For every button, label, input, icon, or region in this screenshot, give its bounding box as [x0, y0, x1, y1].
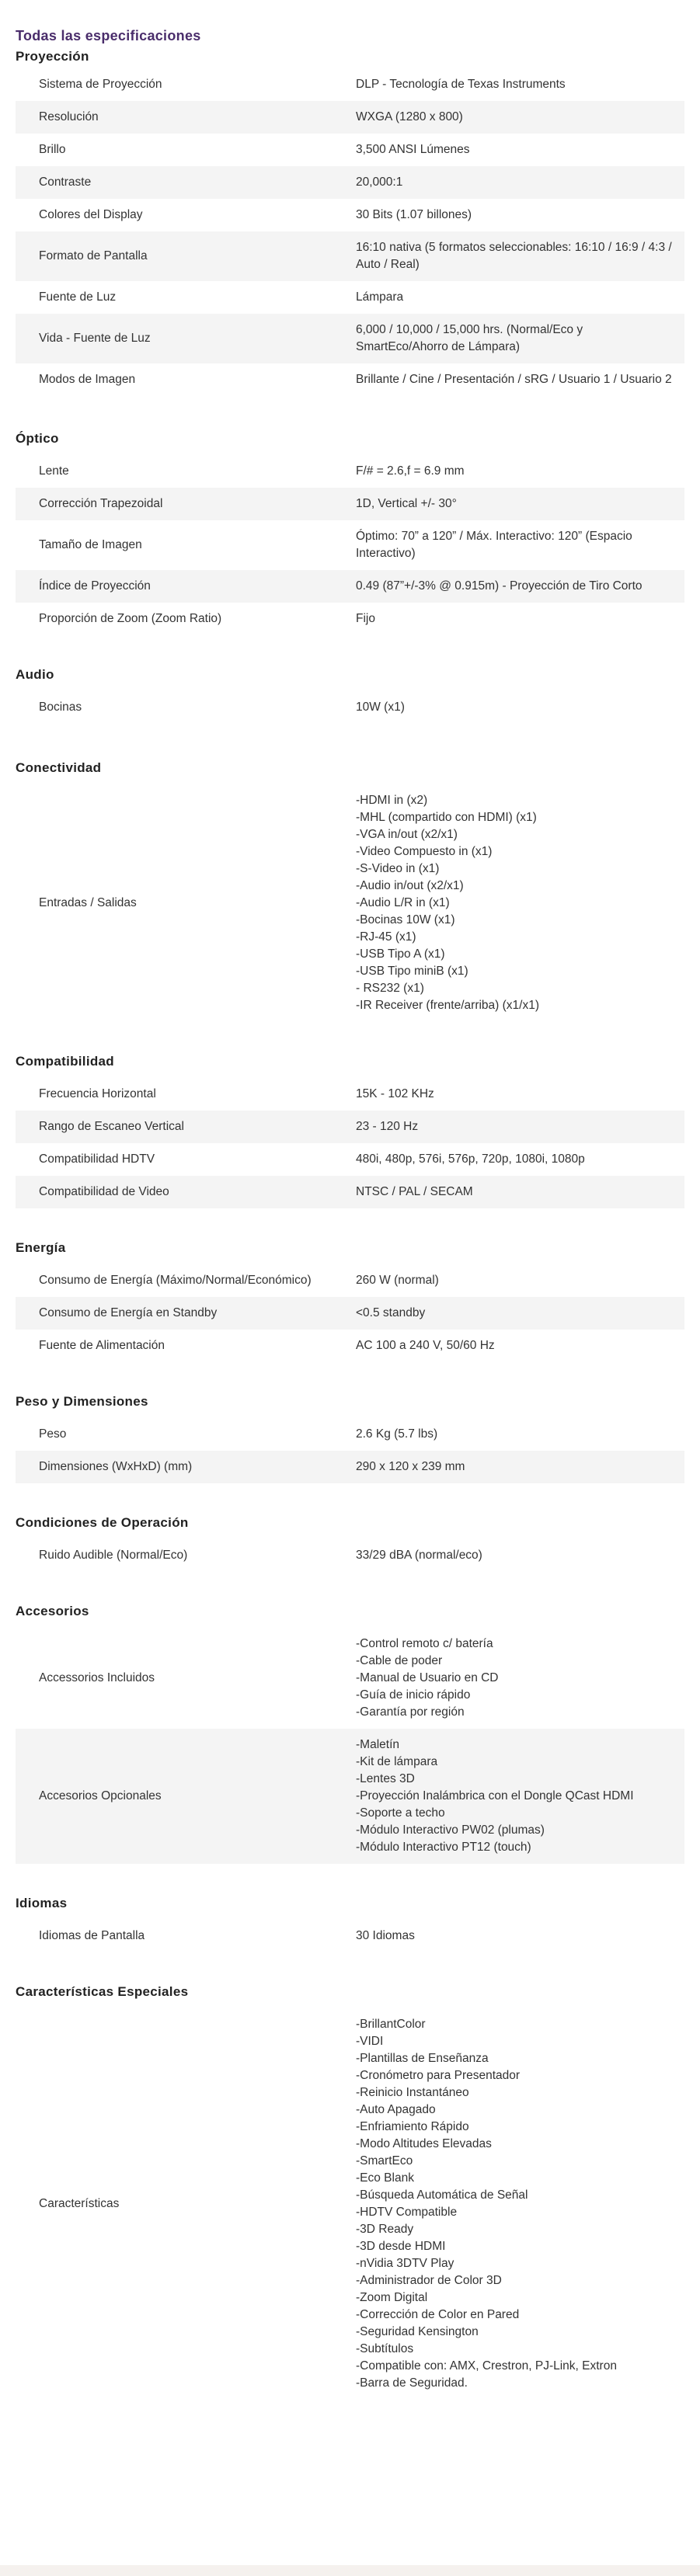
spec-table: [16, 455, 684, 635]
spec-section: [16, 430, 684, 635]
spec-value: -HDMI in (x2) -MHL (compartido con HDMI) (x1) -VGA in/out (x2/x1) -Video Compuesto in (x1) -S-Video in (x1) -Audio in/out (x2/x1) -Audio L/R in (x1) -Bocinas 10W (x1) -RJ-45 (x1) -USB Tipo A (x1) -USB Tipo miniB (x1) - RS232 (x1) -IR Receiver (frente/arriba) (x1/x1): [356, 794, 540, 1012]
spec-label: Características: [39, 2197, 120, 2210]
spec-label: Proporción de Zoom (Zoom Ratio): [39, 612, 222, 625]
spec-label: Compatibilidad de Video: [16, 1176, 356, 1208]
spec-section: [16, 1393, 684, 1483]
spec-value: 3,500 ANSI Lúmenes: [356, 143, 470, 156]
spec-label: Entradas / Salidas: [39, 896, 137, 909]
section-title: Energía: [16, 1240, 66, 1255]
spec-table: [16, 1264, 684, 1362]
spec-row: [16, 1330, 684, 1362]
spec-row: [16, 166, 684, 199]
footer-strip: [0, 2565, 700, 2576]
section-title: Características Especiales: [16, 1984, 189, 1999]
spec-value: -Control remoto c/ batería -Cable de poder -Manual de Usuario en CD -Guía de inicio rápido -Garantía por región: [356, 1637, 499, 1719]
spec-value: Fijo: [356, 612, 375, 625]
spec-row: [16, 1176, 684, 1208]
spec-value: -BrillantColor -VIDI -Plantillas de Enseñanza -Cronómetro para Presentador -Reinicio Instantáneo -Auto Apagado -Enfriamiento Rápido -Modo Altitudes Elevadas -SmartEco -Eco Blank -Búsqueda Automática de Señal -HDTV Compatible -3D Ready -3D desde HDMI -nVidia 3DTV Play -Administrador de Color 3D -Zoom Digital -Corrección de Color en Pared -Seguridad Kensington -Subtítulos -Compatible con: AMX, Crestron, PJ-Link, Extron -Barra de Seguridad.: [356, 2018, 617, 2390]
spec-row: [16, 1920, 684, 1952]
spec-value: 30 Bits (1.07 billones): [356, 208, 472, 221]
spec-label: Corrección Trapezoidal: [16, 488, 356, 520]
spec-label: Bocinas: [39, 700, 82, 714]
spec-row: [16, 363, 684, 396]
spec-row: [16, 134, 684, 166]
spec-label: Resolución: [16, 101, 356, 134]
spec-table: [16, 691, 684, 724]
spec-value: 0.49 (87”+/-3% @ 0.915m) - Proyección de Tiro Corto: [356, 570, 684, 603]
spec-label: Dimensiones (WxHxD) (mm): [16, 1451, 356, 1483]
spec-row: [16, 314, 684, 363]
spec-table: [16, 784, 684, 1022]
section-title: Peso y Dimensiones: [16, 1394, 148, 1409]
spec-table: [16, 1539, 684, 1572]
spec-value: 20,000:1: [356, 166, 684, 199]
spec-row: [16, 488, 684, 520]
spec-label: Ruido Audible (Normal/Eco): [39, 1549, 188, 1562]
spec-value: Lámpara: [356, 290, 404, 304]
spec-row: [16, 1418, 684, 1451]
spec-value: 290 x 120 x 239 mm: [356, 1451, 684, 1483]
spec-row: [16, 2008, 684, 2400]
section-title: Accesorios: [16, 1604, 89, 1618]
section-title: Audio: [16, 667, 54, 682]
spec-table: [16, 1418, 684, 1483]
spec-value: 480i, 480p, 576i, 576p, 720p, 1080i, 1080p: [356, 1152, 585, 1166]
spec-label: Índice de Proyección: [16, 570, 356, 603]
spec-label: Consumo de Energía (Máximo/Normal/Económico): [39, 1274, 312, 1287]
spec-row: [16, 281, 684, 314]
section-title: Idiomas: [16, 1896, 68, 1910]
spec-table: [16, 1628, 684, 1864]
spec-sections: [16, 48, 684, 2400]
page-title: Todas las especificaciones: [16, 28, 201, 43]
spec-label: Contraste: [16, 166, 356, 199]
spec-row: [16, 1628, 684, 1729]
spec-value: 33/29 dBA (normal/eco): [356, 1549, 482, 1562]
spec-table: [16, 68, 684, 396]
spec-section: [16, 1603, 684, 1864]
spec-row: [16, 1297, 684, 1330]
spec-value: <0.5 standby: [356, 1297, 684, 1330]
spec-row: [16, 231, 684, 281]
spec-row: [16, 1729, 684, 1864]
spec-value: -Maletín -Kit de lámpara -Lentes 3D -Proyección Inalámbrica con el Dongle QCast HDMI -Soporte a techo -Módulo Interactivo PW02 (plumas) -Módulo Interactivo PT12 (touch): [356, 1729, 684, 1864]
spec-label: Fuente de Alimentación: [39, 1339, 165, 1352]
spec-value: Brillante / Cine / Presentación / sRG / Usuario 1 / Usuario 2: [356, 373, 672, 386]
spec-section: [16, 1239, 684, 1362]
spec-label: Sistema de Proyección: [39, 78, 162, 91]
spec-row: [16, 1078, 684, 1111]
spec-section: [16, 1514, 684, 1572]
spec-label: Accessorios Incluidos: [39, 1671, 155, 1684]
spec-row: [16, 1143, 684, 1176]
spec-row: [16, 603, 684, 635]
spec-value: 1D, Vertical +/- 30°: [356, 488, 684, 520]
spec-value: AC 100 a 240 V, 50/60 Hz: [356, 1339, 495, 1352]
section-title: Compatibilidad: [16, 1054, 114, 1069]
spec-label: Peso: [39, 1427, 67, 1441]
section-title: Proyección: [16, 49, 89, 64]
spec-value: 15K - 102 KHz: [356, 1087, 434, 1100]
spec-section: [16, 1983, 684, 2400]
spec-label: Formato de Pantalla: [16, 231, 356, 281]
spec-label: Idiomas de Pantalla: [39, 1929, 145, 1942]
spec-label: Accesorios Opcionales: [16, 1729, 356, 1864]
spec-row: [16, 101, 684, 134]
spec-value: 30 Idiomas: [356, 1929, 415, 1942]
spec-value: 2.6 Kg (5.7 lbs): [356, 1427, 438, 1441]
spec-value: DLP - Tecnología de Texas Instruments: [356, 78, 566, 91]
spec-row: [16, 570, 684, 603]
spec-section: [16, 1895, 684, 1952]
spec-label: Brillo: [39, 143, 66, 156]
spec-label: Modos de Imagen: [39, 373, 136, 386]
spec-value: 10W (x1): [356, 700, 405, 714]
spec-value: 16:10 nativa (5 formatos seleccionables: 16:10 / 16:9 / 4:3 / Auto / Real): [356, 231, 684, 281]
spec-row: [16, 1539, 684, 1572]
spec-table: [16, 1078, 684, 1208]
spec-value: WXGA (1280 x 800): [356, 101, 684, 134]
spec-row: [16, 1264, 684, 1297]
spec-label: Colores del Display: [39, 208, 143, 221]
spec-section: [16, 48, 684, 396]
spec-label: Lente: [39, 464, 69, 478]
spec-row: [16, 199, 684, 231]
spec-row: [16, 455, 684, 488]
spec-table: [16, 2008, 684, 2400]
spec-section: [16, 760, 684, 1022]
spec-value: 23 - 120 Hz: [356, 1111, 684, 1143]
spec-value: NTSC / PAL / SECAM: [356, 1176, 684, 1208]
spec-row: [16, 784, 684, 1022]
section-title: Conectividad: [16, 760, 102, 775]
spec-row: [16, 1111, 684, 1143]
spec-label: Fuente de Luz: [39, 290, 117, 304]
spec-table: [16, 1920, 684, 1952]
spec-label: Compatibilidad HDTV: [39, 1152, 155, 1166]
spec-value: Óptimo: 70” a 120” / Máx. Interactivo: 120” (Espacio Interactivo): [356, 530, 632, 560]
spec-label: Rango de Escaneo Vertical: [16, 1111, 356, 1143]
spec-row: [16, 520, 684, 570]
section-title: Óptico: [16, 431, 59, 446]
spec-value: 6,000 / 10,000 / 15,000 hrs. (Normal/Eco y SmartEco/Ahorro de Lámpara): [356, 314, 684, 363]
spec-label: Consumo de Energía en Standby: [16, 1297, 356, 1330]
spec-label: Vida - Fuente de Luz: [16, 314, 356, 363]
spec-value: 260 W (normal): [356, 1274, 439, 1287]
spec-section: [16, 1053, 684, 1208]
spec-value: F/# = 2.6,f = 6.9 mm: [356, 464, 465, 478]
spec-row: [16, 691, 684, 724]
spec-section: [16, 666, 684, 724]
section-title: Condiciones de Operación: [16, 1515, 189, 1530]
spec-row: [16, 1451, 684, 1483]
spec-label: Frecuencia Horizontal: [39, 1087, 156, 1100]
spec-label: Tamaño de Imagen: [39, 538, 142, 551]
spec-row: [16, 68, 684, 101]
